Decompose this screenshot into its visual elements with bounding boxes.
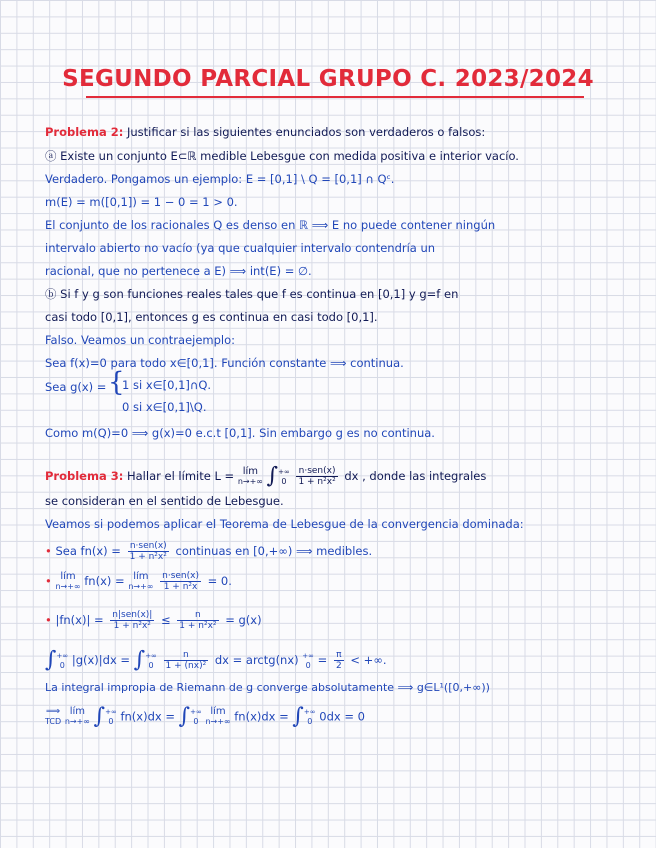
integral-sign: ∫ xyxy=(178,704,191,729)
bullet-3-mid: ≤ xyxy=(160,613,171,627)
item-a-dense-2: intervalo abierto no vacío (ya que cualquier intervalo contendría un xyxy=(45,241,436,255)
bullet-3-fraction-a xyxy=(110,610,154,631)
fb2-sup: +∞ xyxy=(190,708,202,716)
ig-mid: dx = arctg(nx) xyxy=(214,653,299,667)
problem-3-label: Problema 3: xyxy=(45,469,124,483)
bullet-2-den: 1 + n²x xyxy=(163,582,198,592)
integral-sign: ∫ xyxy=(93,704,106,729)
bullet-2-lim-b xyxy=(128,572,153,592)
bullet-3-den2: 1 + n²x² xyxy=(179,621,217,631)
bullet-3 xyxy=(45,610,262,631)
problem-2-text: Justificar si las siguientes enunciados son verdaderos o falsos: xyxy=(126,125,486,139)
integrand-num: n·sen(x) xyxy=(296,466,337,477)
final-lim-2 xyxy=(205,707,230,727)
riemann-line: La integral impropia de Riemann de g converge absolutamente ⟹ g∈L¹([0,+∞)) xyxy=(45,681,490,694)
limit-operator xyxy=(238,467,263,487)
bullet-3-num: n|sen(x)| xyxy=(112,610,153,620)
ig-eq: = xyxy=(317,653,328,667)
bullet-3-lead: |fn(x)| = xyxy=(55,613,104,627)
final-lim-word: lím xyxy=(69,706,86,717)
bullet-dot: • xyxy=(45,613,52,627)
bullet-2-lim xyxy=(55,572,80,592)
item-b-g-case-2: 0 si x∈[0,1]\Q. xyxy=(122,400,207,414)
ig-sup-2: +∞ xyxy=(145,651,157,660)
final-lim xyxy=(65,707,90,727)
integrand-den: 1 + n²x² xyxy=(298,477,336,487)
ig-eval-sup: +∞ xyxy=(302,651,314,660)
item-b-g-lead: Sea g(x) = xyxy=(45,380,107,394)
bullet-2-lim-word: lím xyxy=(60,570,76,582)
title-underline xyxy=(86,96,584,98)
item-b-marker: ⓑ xyxy=(45,287,57,301)
final-lim-2-word: lím xyxy=(210,706,226,717)
limit-word: lím xyxy=(242,465,259,477)
ig-sub: 0 xyxy=(59,660,65,670)
final-line xyxy=(45,704,365,729)
ig-eval-sub: 0 xyxy=(305,660,311,670)
integrand-fraction xyxy=(296,466,337,487)
integral-bounds xyxy=(278,467,290,487)
ig-sup: +∞ xyxy=(56,651,69,660)
pi: π xyxy=(334,650,344,661)
bullet-2-lim-sub: n→+∞ xyxy=(55,581,81,591)
problem-2-statement xyxy=(45,125,485,139)
problem-3-intro-c: se consideran en el sentido de Lebesgue. xyxy=(45,494,284,508)
ig-sub-2: 0 xyxy=(148,660,154,670)
bullet-2-fraction xyxy=(160,571,201,592)
fb1-sup: +∞ xyxy=(105,708,117,716)
final-a: fn(x)dx = xyxy=(120,709,175,724)
bullet-1-tail: continuas en [0,+∞) ⟹ medibles. xyxy=(175,544,373,558)
item-a-dense-3: racional, que no pertenece a E) ⟹ int(E) = ∅. xyxy=(45,264,312,278)
tcd-label: TCD xyxy=(45,717,62,726)
two: 2 xyxy=(335,661,342,671)
bullet-2-num: n·sen(x) xyxy=(162,571,199,581)
int-sup: +∞ xyxy=(278,467,290,476)
integral-sign: ∫ xyxy=(292,704,304,729)
brace-glyph: { xyxy=(108,367,125,398)
fb3-sub: 0 xyxy=(307,717,313,726)
bullet-1-den: 1 + n²x² xyxy=(129,552,167,562)
bullet-2-lim-b-sub: n→+∞ xyxy=(128,581,154,591)
item-b-answer: Falso. Veamos un contraejemplo: xyxy=(45,333,236,347)
ig-den: 1 + (nx)² xyxy=(165,661,207,671)
bullet-3-den: 1 + n²x² xyxy=(113,621,151,631)
item-b-g-case-1: 1 si x∈[0,1]∩Q. xyxy=(122,378,212,392)
integral-sign: ∫ xyxy=(266,463,279,489)
item-b-conclusion: Como m(Q)=0 ⟹ g(x)=0 e.c.t [0,1]. Sin embargo g es no continua. xyxy=(45,426,435,440)
bullet-1-fraction xyxy=(128,541,169,562)
fb3-sup: +∞ xyxy=(303,708,316,716)
problem-3-intro-a: Hallar el límite L = xyxy=(126,469,235,483)
pi-half xyxy=(334,650,344,671)
ig-lead: |g(x)|dx = xyxy=(71,653,131,667)
int-bounds-2 xyxy=(145,651,157,671)
int-sub: 0 xyxy=(281,476,287,486)
bullet-1-lead: Sea fn(x) = xyxy=(55,544,121,558)
item-b-statement-1 xyxy=(45,287,458,301)
tdc-intro: Veamos si podemos aplicar el Teorema de Lebesgue de la convergencia dominada: xyxy=(45,517,524,531)
bullet-3-end: = g(x) xyxy=(225,613,262,627)
limit-sub: n→+∞ xyxy=(237,476,263,486)
ig-eval xyxy=(302,651,314,671)
integral-sign: ∫ xyxy=(45,647,57,673)
fb1-sub: 0 xyxy=(108,717,114,726)
final-implies xyxy=(45,707,61,727)
final-bounds-1 xyxy=(105,707,117,727)
bullet-2-lim-b-word: lím xyxy=(133,570,149,582)
bullet-2 xyxy=(45,571,232,592)
problem-3-statement xyxy=(45,463,487,489)
item-a-statement xyxy=(45,149,519,163)
bullet-3-fraction-b xyxy=(177,610,218,631)
ig-fraction xyxy=(164,650,209,671)
int-bounds xyxy=(56,651,68,671)
item-b-f-def: Sea f(x)=0 para todo x∈[0,1]. Función constante ⟹ continua. xyxy=(45,356,404,370)
problem-2-label: Problema 2: xyxy=(45,125,124,139)
bullet-dot: • xyxy=(45,574,52,588)
final-b: fn(x)dx = xyxy=(234,709,289,724)
final-lim-sub: n→+∞ xyxy=(64,717,90,726)
page-title: SEGUNDO PARCIAL GRUPO C. 2023/2024 xyxy=(62,66,594,92)
ig-end: < +∞. xyxy=(350,653,387,667)
item-b-text-1: Si f y g son funciones reales tales que f es continua en [0,1] y g=f en xyxy=(60,287,459,301)
item-a-measure: m(E) = m([0,1]) = 1 − 0 = 1 > 0. xyxy=(45,195,238,209)
final-bounds-2 xyxy=(190,707,202,727)
fb2-sub: 0 xyxy=(193,717,199,726)
bullet-2-tail: fn(x) = xyxy=(84,574,125,588)
bullet-2-end: = 0. xyxy=(207,574,232,588)
final-lim-2-sub: n→+∞ xyxy=(205,717,231,726)
item-a-text: Existe un conjunto E⊂ℝ medible Lebesgue con medida positiva e interior vacío. xyxy=(60,149,519,163)
item-a-marker: ⓐ xyxy=(45,149,57,163)
item-b-statement-2: casi todo [0,1], entonces g es continua en casi todo [0,1]. xyxy=(45,310,378,324)
integral-of-g xyxy=(45,647,387,673)
bullet-dot: • xyxy=(45,544,52,558)
final-c: 0dx = 0 xyxy=(319,709,365,724)
integral-sign: ∫ xyxy=(133,647,146,673)
bullet-3-num2: n xyxy=(177,610,218,621)
final-arrow: ⟹ xyxy=(45,706,61,717)
ig-num: n xyxy=(164,650,209,661)
item-a-dense-1: El conjunto de los racionales Q es denso en ℝ ⟹ E no puede contener ningún xyxy=(45,218,496,232)
problem-3-intro-b: dx , donde las integrales xyxy=(344,469,487,483)
final-bounds-3 xyxy=(304,707,316,727)
bullet-1 xyxy=(45,541,372,562)
bullet-1-num: n·sen(x) xyxy=(128,541,169,552)
item-a-answer: Verdadero. Pongamos un ejemplo: E = [0,1] \ Q = [0,1] ∩ Qᶜ. xyxy=(45,172,395,186)
